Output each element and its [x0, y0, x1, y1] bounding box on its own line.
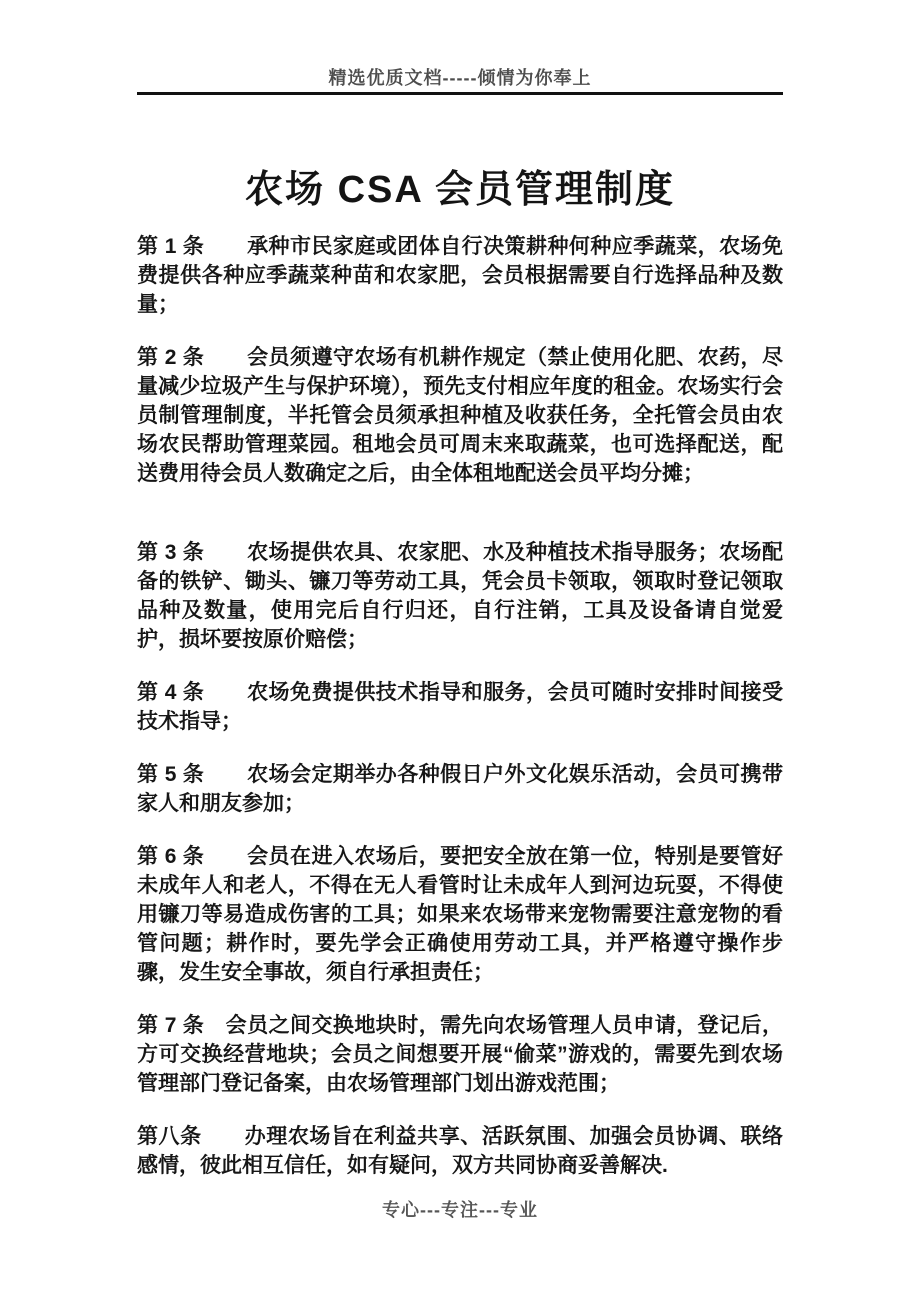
paragraph-article-8: 第八条 办理农场旨在利益共享、活跃氛围、加强会员协调、联络感情，彼此相互信任，如有疑问，双方共同协商妥善解决.	[137, 1125, 783, 1177]
header-divider	[137, 92, 783, 95]
paragraph-article-4: 第 4 条 农场免费提供技术指导和服务，会员可随时安排时间接受技术指导；	[137, 681, 783, 733]
paragraph-article-7: 第 7 条 会员之间交换地块时，需先向农场管理人员申请，登记后，方可交换经营地块；会员之间想要开展“偷菜”游戏的，需要先到农场管理部门登记备案，由农场管理部门划出游戏范围；	[137, 1014, 783, 1095]
paragraph-article-6: 第 6 条 会员在进入农场后，要把安全放在第一位，特别是要管好未成年人和老人，不得在无人看管时让未成年人到河边玩耍，不得使用镰刀等易造成伤害的工具；如果来农场带来宠物需要注意宠物的看管问题；耕作时，要先学会正确使用劳动工具，并严格遵守操作步骤，发生安全事故，须自行承担责任；	[137, 845, 783, 984]
paragraph-article-2: 第 2 条 会员须遵守农场有机耕作规定（禁止使用化肥、农药，尽量减少垃圾产生与保护环境），预先支付相应年度的租金。农场实行会员制管理制度，半托管会员须承担种植及收获任务，全托管会员由农场农民帮助管理菜园。租地会员可周末来取蔬菜，也可选择配送，配送费用待会员人数确定之后，由全体租地配送会员平均分摊；	[137, 346, 783, 485]
paragraph-article-3: 第 3 条 农场提供农具、农家肥、水及种植技术指导服务；农场配备的铁铲、锄头、镰刀等劳动工具，凭会员卡领取，领取时登记领取品种及数量，使用完后自行归还，自行注销，工具及设备请自觉爱护，损坏要按原价赔偿；	[137, 541, 783, 651]
header-watermark-text: 精选优质文档-----倾情为你奉上	[328, 68, 592, 88]
document-title: 农场 CSA 会员管理制度	[245, 169, 675, 211]
paragraph-article-5: 第 5 条 农场会定期举办各种假日户外文化娱乐活动，会员可携带家人和朋友参加；	[137, 763, 783, 815]
paragraph-article-1: 第 1 条 承种市民家庭或团体自行决策耕种何种应季蔬菜，农场免费提供各种应季蔬菜种苗和农家肥，会员根据需要自行选择品种及数量；	[137, 235, 783, 316]
document-body	[137, 232, 783, 1204]
footer-watermark-text: 专心---专注---专业	[382, 1200, 538, 1220]
